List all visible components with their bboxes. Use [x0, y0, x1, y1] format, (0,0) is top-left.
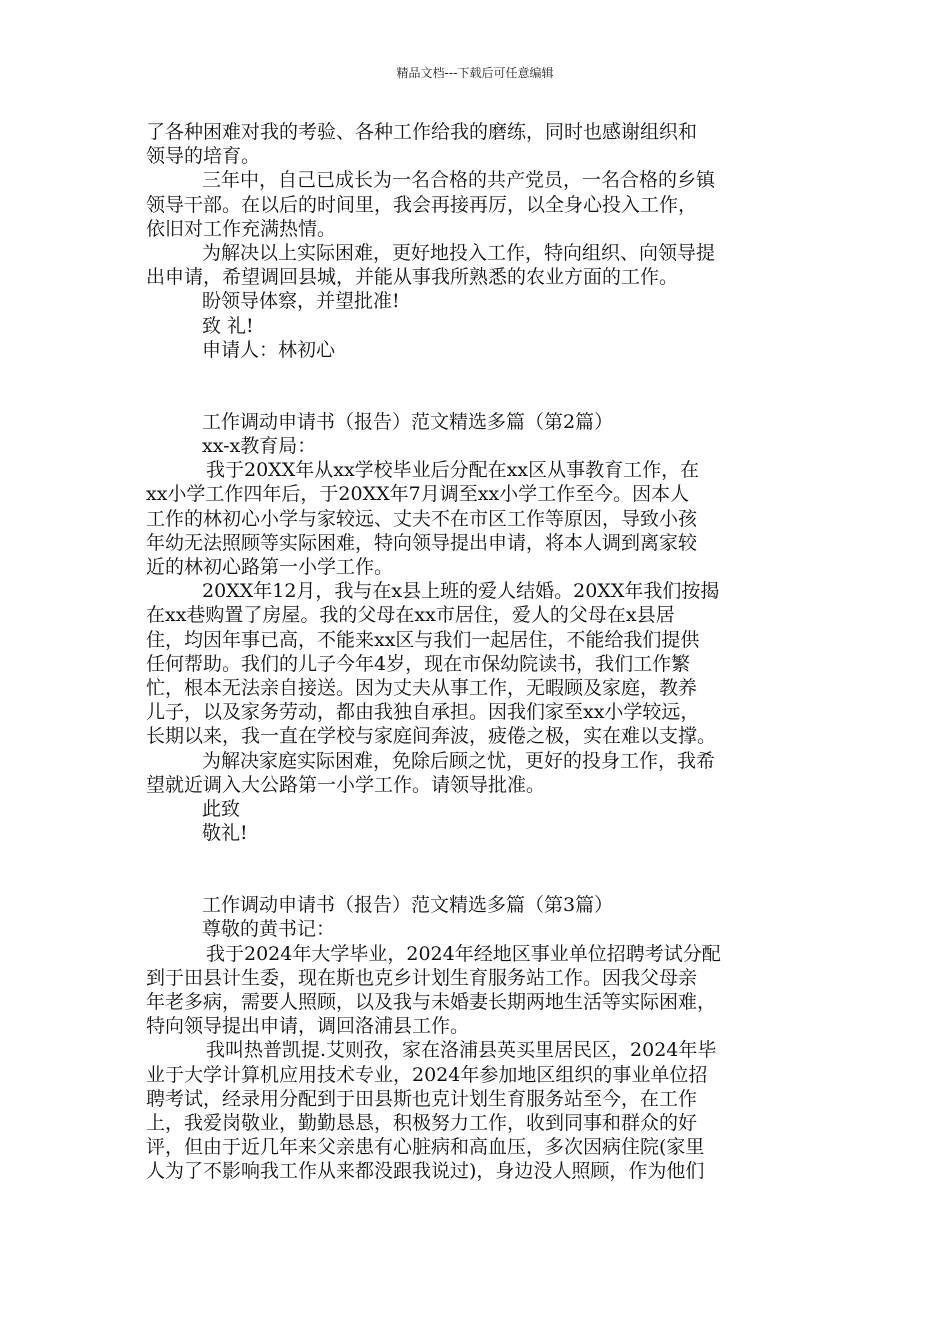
text-line: 出申请，希望调回县城，并能从事我所熟悉的农业方面的工作。 [146, 266, 679, 289]
text-line: 我叫热普凯提.艾则孜，家在洛浦县英买里居民区，2024年毕 [206, 1039, 717, 1062]
text-line: 20XX年12月，我与在x县上班的爱人结婚。20XX年我们按揭 [202, 580, 720, 603]
text-line: 上，我爱岗敬业，勤勤恳恳，积极努力工作，收到同事和群众的好 [146, 1111, 698, 1134]
text-line: xx小学工作四年后，于20XX年7月调至xx小学工作至今。因本人 [146, 483, 690, 506]
text-line: 住，均因年事已高，不能来xx区与我们一起居住，不能给我们提供 [146, 628, 700, 651]
section-title: 工作调动申请书（报告）范文精选多篇（第2篇） [202, 410, 614, 433]
text-line: 特向领导提出申请，调回洛浦县工作。 [146, 1015, 470, 1038]
text-line: 盼领导体察，并望批准! [202, 290, 400, 313]
text-line: 依旧对工作充满热情。 [146, 217, 337, 240]
text-line: 领导的培育。 [146, 145, 261, 168]
text-line: 任何帮助。我们的儿子今年4岁，现在市保幼院读书，我们工作繁 [146, 652, 691, 675]
text-line: 望就近调入大公路第一小学工作。请领导批准。 [146, 773, 546, 796]
salutation: xx-x教育局： [202, 435, 317, 458]
signature-line: 申请人：林初心 [202, 338, 336, 361]
closing-line: 此致 [202, 797, 241, 820]
text-line: 评，但由于近几年来父亲患有心脏病和高血压，多次因病住院(家里 [146, 1136, 705, 1159]
text-line: 到于田县计生委，现在斯也克乡计划生育服务站工作。因我父母亲 [146, 966, 698, 989]
text-line: 领导干部。在以后的时间里，我会再接再厉，以全身心投入工作， [146, 193, 698, 216]
text-line: 聘考试，经录用分配到于田县斯也克计划生育服务站至今，在工作 [146, 1087, 698, 1110]
text-line: 年老多病，需要人照顾，以及我与未婚妻长期两地生活等实际困难， [146, 991, 717, 1013]
text-line: 工作的林初心小学与家较远、丈夫不在市区工作等原因，导致小孩 [146, 507, 698, 530]
document-body [146, 120, 816, 1184]
text-line: 了各种困难对我的考验、各种工作给我的磨练，同时也感谢组织和 [146, 121, 698, 143]
text-line: 近的林初心路第一小学工作。 [146, 556, 394, 578]
text-line: 业于大学计算机应用技术专业，2024年参加地区组织的事业单位招 [146, 1063, 708, 1086]
text-line: 三年中，自己已成长为一名合格的共产党员，一名合格的乡镇 [202, 169, 716, 192]
section-title: 工作调动申请书（报告）范文精选多篇（第3篇） [202, 894, 614, 917]
text-line: 年幼无法照顾等实际困难，特向领导提出申请，将本人调到离家较 [146, 531, 698, 554]
text-line: 我于2024年大学毕业，2024年经地区事业单位招聘考试分配 [206, 942, 721, 965]
closing-line: 敬礼! [202, 822, 248, 845]
text-line: 为解决以上实际困难，更好地投入工作，特向组织、向领导提 [202, 241, 716, 264]
text-line: 在xx巷购置了房屋。我的父母在xx市居住，爱人的父母在x县居 [146, 604, 675, 627]
text-line: 为解决家庭实际困难，免除后顾之忧，更好的投身工作，我希 [202, 749, 716, 772]
text-line: 人为了不影响我工作从来都没跟我说过)，身边没人照顾，作为他们 [146, 1160, 705, 1183]
text-line: 长期以来，我一直在学校与家庭间奔波，疲倦之极，实在难以支撑。 [146, 725, 717, 748]
text-line: 儿子，以及家务劳动，都由我独自承担。因我们家至xx小学较远， [146, 701, 700, 724]
salutation: 尊敬的黄书记： [202, 918, 336, 941]
text-line: 忙，根本无法亲自接送。因为丈夫从事工作，无暇顾及家庭，教养 [146, 676, 698, 699]
page-header: 精品文档---下载后可任意编辑 [396, 66, 554, 80]
text-line: 我于20XX年从xx学校毕业后分配在xx区从事教育工作，在 [206, 459, 700, 482]
closing-line: 致 礼! [202, 314, 254, 337]
